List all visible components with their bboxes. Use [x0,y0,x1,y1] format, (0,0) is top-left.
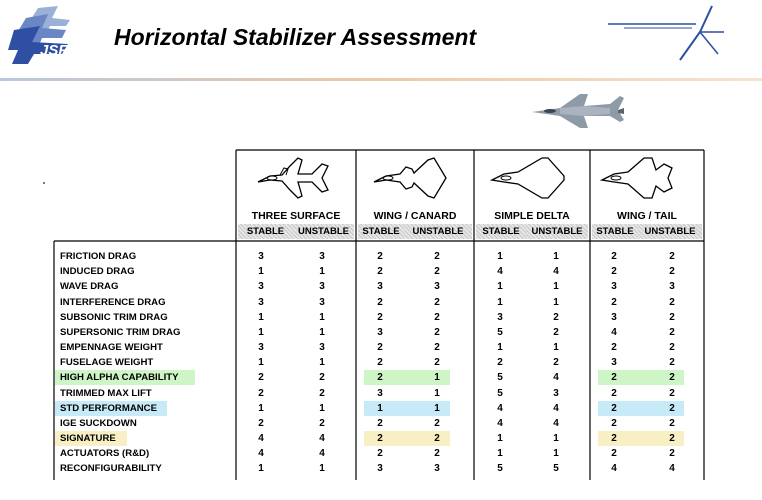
score-cell: 4 [611,327,617,338]
row-label: TRIMMED MAX LIFT [60,388,152,399]
row-label: FUSELAGE WEIGHT [60,357,154,368]
score-cell: 3 [377,281,383,292]
row-label: RECONFIGURABILITY [60,463,162,474]
score-cell: 2 [377,266,383,277]
score-cell: 2 [669,388,675,399]
score-cell: 2 [258,372,264,383]
score-cell: 2 [319,418,325,429]
score-cell: 4 [258,433,264,444]
score-cell: 1 [497,281,503,292]
score-cell: 1 [319,463,325,474]
score-cell: 1 [553,448,559,459]
score-cell: 1 [553,297,559,308]
score-cell: 2 [434,327,440,338]
config-label-wing-tail: WING / TAIL [617,210,677,222]
score-cell: 3 [258,297,264,308]
score-cell: 2 [611,403,617,414]
row-label: FRICTION DRAG [60,251,137,262]
score-cell: 2 [669,312,675,323]
score-cell: 2 [669,448,675,459]
score-cell: 4 [553,403,559,414]
score-cell: 2 [669,372,675,383]
config-label-simple-delta: SIMPLE DELTA [494,210,570,222]
score-cell: 3 [669,281,675,292]
score-cell: 3 [434,463,440,474]
score-cell: 2 [377,448,383,459]
score-cell: 1 [497,251,503,262]
wing-canard-planform-icon [372,154,452,202]
score-cell: 2 [434,266,440,277]
column-header-stable: STABLE [592,224,638,239]
score-cell: 2 [377,342,383,353]
row-label: SUPERSONIC TRIM DRAG [60,327,181,338]
score-cell: 1 [377,403,383,414]
wing-tail-planform-icon [600,154,680,202]
three-surface-planform-icon [256,154,336,202]
column-header-stable: STABLE [476,224,526,239]
score-cell: 2 [669,418,675,429]
score-cell: 2 [669,433,675,444]
row-label: INTERFERENCE DRAG [60,297,166,308]
score-cell: 1 [319,266,325,277]
score-cell: 1 [434,403,440,414]
score-cell: 2 [497,357,503,368]
score-cell: 4 [553,418,559,429]
score-cell: 3 [258,342,264,353]
score-cell: 2 [553,327,559,338]
row-label: IGE SUCKDOWN [60,418,137,429]
score-cell: 4 [497,266,503,277]
score-cell: 3 [377,388,383,399]
row-label: EMPENNAGE WEIGHT [60,342,163,353]
score-cell: 1 [319,327,325,338]
score-cell: 3 [611,281,617,292]
score-cell: 1 [258,327,264,338]
score-cell: 4 [258,448,264,459]
score-cell: 1 [258,266,264,277]
config-label-three-surface: THREE SURFACE [251,210,341,222]
score-cell: 4 [553,266,559,277]
score-cell: 2 [258,388,264,399]
score-cell: 2 [669,403,675,414]
score-cell: 1 [258,463,264,474]
score-cell: 2 [669,327,675,338]
score-cell: 2 [553,312,559,323]
score-cell: 1 [497,342,503,353]
score-cell: 1 [553,281,559,292]
score-cell: 2 [434,433,440,444]
score-cell: 2 [434,312,440,323]
score-cell: 2 [669,342,675,353]
score-cell: 2 [611,266,617,277]
score-cell: 3 [611,357,617,368]
score-cell: 2 [669,251,675,262]
column-header-unstable: UNSTABLE [293,224,354,239]
score-cell: 2 [434,297,440,308]
score-cell: 2 [611,297,617,308]
column-header-unstable: UNSTABLE [638,224,702,239]
score-cell: 2 [434,251,440,262]
score-cell: 1 [319,357,325,368]
score-cell: 3 [377,463,383,474]
row-label: SIGNATURE [60,433,116,444]
score-cell: 2 [611,342,617,353]
score-cell: 1 [497,433,503,444]
score-cell: 1 [319,403,325,414]
score-cell: 2 [434,448,440,459]
score-cell: 1 [553,251,559,262]
score-cell: 2 [669,266,675,277]
score-cell: 2 [319,372,325,383]
score-cell: 4 [497,403,503,414]
score-cell: 4 [319,433,325,444]
score-cell: 1 [434,388,440,399]
score-cell: 1 [258,312,264,323]
score-cell: 3 [319,251,325,262]
column-header-stable: STABLE [358,224,404,239]
score-cell: 1 [497,297,503,308]
score-cell: 1 [258,357,264,368]
score-cell: 1 [553,433,559,444]
score-cell: 2 [434,418,440,429]
score-cell: 4 [611,463,617,474]
score-cell: 2 [434,357,440,368]
score-cell: 2 [377,312,383,323]
score-cell: 2 [377,297,383,308]
score-cell: 5 [497,388,503,399]
score-cell: 2 [258,418,264,429]
score-cell: 1 [497,448,503,459]
score-cell: 2 [611,388,617,399]
score-cell: 4 [497,418,503,429]
score-cell: 2 [377,372,383,383]
score-cell: 2 [434,342,440,353]
score-cell: 2 [377,418,383,429]
score-cell: 3 [319,281,325,292]
config-label-wing-canard: WING / CANARD [373,210,457,222]
score-cell: 3 [553,388,559,399]
score-cell: 1 [434,372,440,383]
score-cell: 2 [611,418,617,429]
score-cell: 4 [319,448,325,459]
score-cell: 2 [377,251,383,262]
score-cell: 2 [611,448,617,459]
row-label: SUBSONIC TRIM DRAG [60,312,168,323]
score-cell: 3 [611,312,617,323]
score-cell: 3 [258,251,264,262]
score-cell: 5 [497,372,503,383]
page-title: Horizontal Stabilizer Assessment [114,24,477,50]
row-label: INDUCED DRAG [60,266,135,277]
score-cell: 2 [553,357,559,368]
row-label: HIGH ALPHA CAPABILITY [60,372,179,383]
row-label: ACTUATORS (R&D) [60,448,150,459]
score-cell: 3 [319,342,325,353]
column-header-unstable: UNSTABLE [526,224,588,239]
score-cell: 3 [497,312,503,323]
simple-delta-planform-icon [490,154,570,202]
score-cell: 3 [258,281,264,292]
score-cell: 2 [611,251,617,262]
score-cell: 2 [669,297,675,308]
row-label: WAVE DRAG [60,281,119,292]
score-cell: 3 [377,327,383,338]
score-cell: 2 [669,357,675,368]
score-cell: 5 [497,327,503,338]
score-cell: 4 [553,372,559,383]
score-cell: 1 [553,342,559,353]
score-cell: 2 [377,433,383,444]
score-cell: 3 [434,281,440,292]
score-cell: 2 [319,388,325,399]
jsf-logo-text: JSF [40,42,68,59]
score-cell: 3 [319,297,325,308]
score-cell: 2 [611,372,617,383]
score-cell: 5 [553,463,559,474]
row-label: STD PERFORMANCE [60,403,158,414]
column-header-unstable: UNSTABLE [404,224,472,239]
score-cell: 2 [377,357,383,368]
score-cell: 2 [611,433,617,444]
score-cell: 4 [669,463,675,474]
score-cell: 1 [319,312,325,323]
score-cell: 1 [258,403,264,414]
column-header-stable: STABLE [238,224,293,239]
score-cell: 5 [497,463,503,474]
